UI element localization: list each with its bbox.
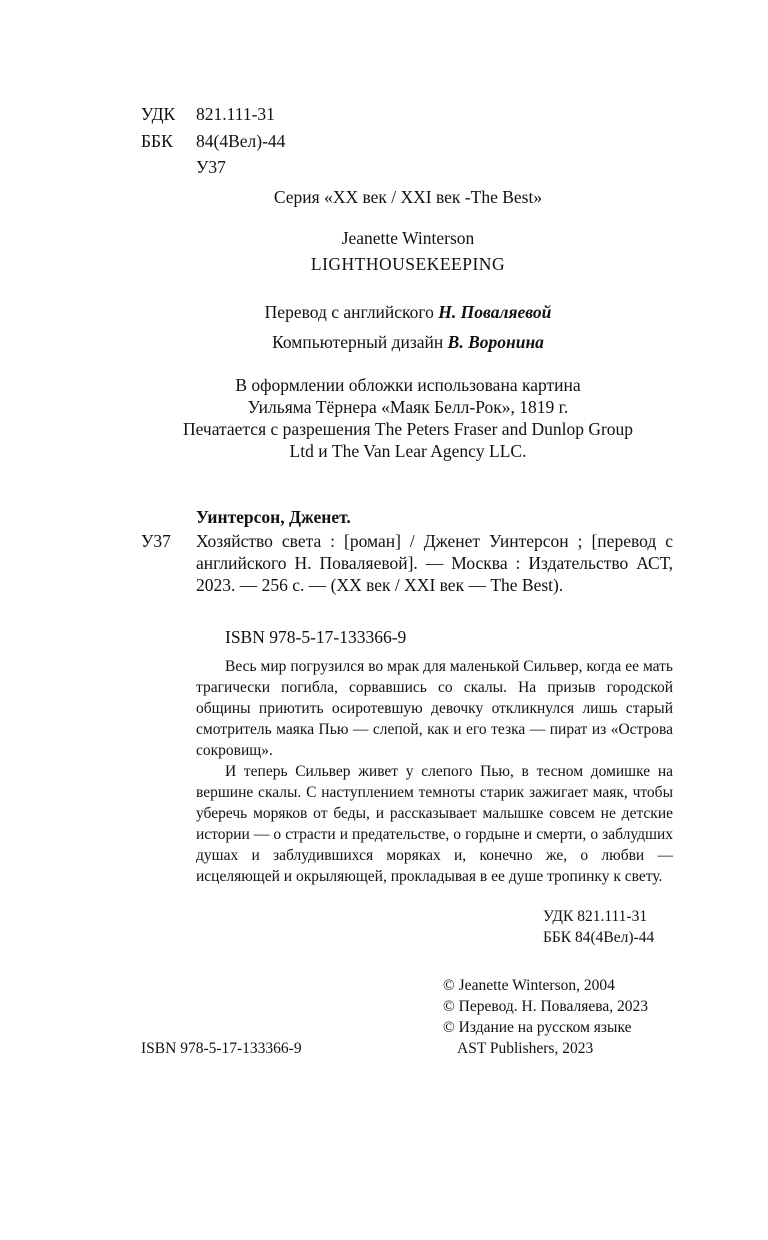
series-line: Серия «XX век / XXI век -The Best» [273, 187, 543, 207]
translation-credit [24, 301, 768, 323]
catalog-heading: Уинтерсон, Дженет. [196, 507, 351, 527]
udk-value: 821.111-31 [196, 104, 275, 124]
permission-line1: Печатается с разрешения The Peters Fraser and Dunlop Group [182, 419, 634, 439]
copyright-line-2: © Перевод. Н. Поваляева, 2023 [443, 998, 649, 1015]
catalog-isbn: ISBN 978-5-17-133366-9 [225, 627, 407, 647]
original-author: Jeanette Winterson [341, 228, 475, 248]
original-title: LIGHTHOUSEKEEPING [310, 254, 506, 274]
translation-prefix: Перевод с английского [264, 302, 434, 322]
bbk-value: 84(4Вел)-44 [196, 131, 286, 151]
footer-isbn: ISBN 978-5-17-133366-9 [141, 1040, 302, 1057]
annotation-paragraph-1: Весь мир погрузился во мрак для маленькой Сильвер, когда ее мать трагически погибла, сорвавшись со скалы. На призыв городской общины приютить осиротевшую девочку откликнулся лишь старый смотритель маяка Пью — слепой, как и его тезка — пират из «Острова сокровищ». [196, 658, 673, 759]
cover-note-line1: В оформлении обложки использована картина [235, 375, 581, 395]
cover-note-line2: Уильяма Тёрнера «Маяк Белл-Рок», 1819 г. [247, 397, 569, 417]
copyright-line-1: © Jeanette Winterson, 2004 [443, 977, 615, 994]
udk-label: УДК [141, 104, 176, 124]
design-prefix: Компьютерный дизайн [272, 332, 444, 352]
annotation-paragraph-2: И теперь Сильвер живет у слепого Пью, в тесном домишке на вершине скалы. С наступлением темноты старик зажигает маяк, чтобы уберечь моряков от беды, и рассказывает малышке совсем не детские истории — о страсти и предательстве, о гордыне и смерти, о заблудших душах и заблудившихся моряках и, конечно же, о любви — исцеляющей и окрыляющей, прокладывая в ее душе тропинку к свету. [196, 763, 673, 885]
annotation-udk: УДК 821.111-31 [543, 908, 648, 925]
copyright-line-3: © Издание на русском языке [443, 1019, 632, 1036]
bbk-label: ББК [141, 131, 173, 151]
author-mark: У37 [196, 157, 226, 177]
catalog-mark: У37 [141, 531, 171, 551]
design-credit [24, 331, 768, 353]
copyright-line-4: AST Publishers, 2023 [457, 1040, 594, 1057]
annotation-bbk: ББК 84(4Вел)-44 [543, 929, 655, 946]
catalog-entry: Хозяйство света : [роман] / Дженет Уинтерсон ; [перевод с английского Н. Поваляевой]. — Москва : Издательство АСТ, 2023. — 256 с. — (XX век / XXI век — The Best). [196, 531, 673, 595]
permission-line2: Ltd и The Van Lear Agency LLC. [289, 441, 527, 461]
translator-name: Н. Поваляевой [438, 302, 552, 322]
designer-name: В. Воронина [447, 332, 544, 352]
